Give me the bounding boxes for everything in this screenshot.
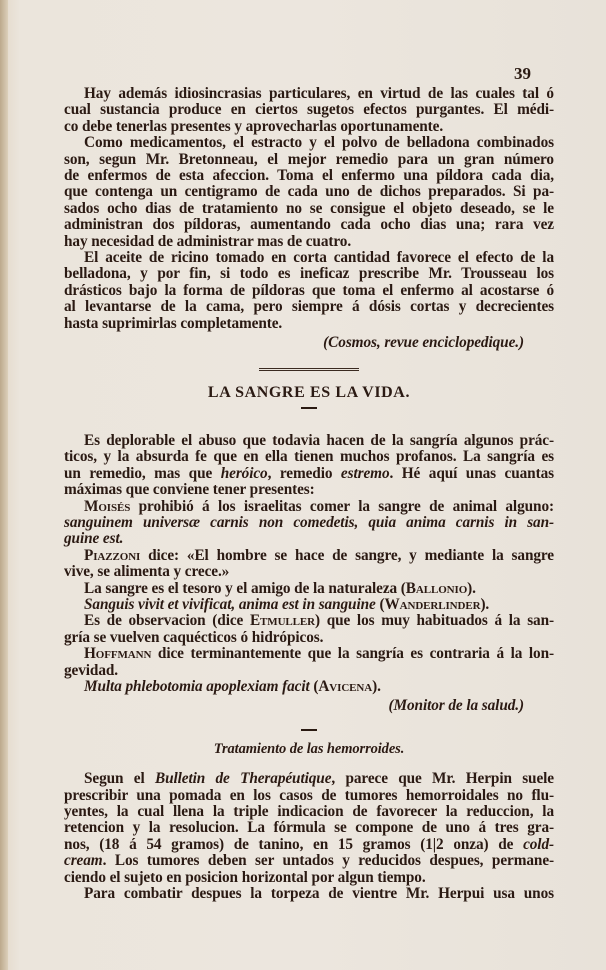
- text-run: ).: [480, 595, 490, 613]
- maxim-ballonio: [64, 581, 554, 597]
- text-line: Hay además idiosincrasias particulares, en virtud de las cuales tal ó: [84, 85, 554, 102]
- text-run: prohibió á los israelitas comer la sangre de animal alguno:: [130, 497, 554, 515]
- text-line: [64, 853, 554, 869]
- section-title-hemorroides: Tratamiento de las hemorroides.: [213, 740, 405, 757]
- text-line: hasta suprimirlas completamente.: [64, 314, 283, 332]
- author-name: Piazzoni: [84, 546, 141, 564]
- text-line: al levantarse de la cama, pero siempre á dósis cortas y decrecientes: [64, 298, 554, 316]
- paragraph-idiosincrasias: [64, 86, 554, 135]
- maxim-etmuller: [64, 613, 554, 646]
- text-line: que contenga un centigramo de cada uno de dichos preparados. Si pa-: [64, 183, 554, 201]
- text-line: [64, 679, 554, 695]
- text-line: gría se vuelven caquécticos ó hidrópicos.: [64, 628, 324, 646]
- author-name: Ballonio: [405, 579, 468, 597]
- page-number: 39: [514, 64, 531, 83]
- text-line: Es deplorable el abuso que todavia hacen de la sangría algunos prác-: [84, 431, 554, 449]
- text-run: Segun el: [84, 770, 155, 788]
- title-dash: [301, 407, 317, 409]
- text-run: . Los tumores deben ser untados y reducidos despues, permane-: [102, 852, 554, 870]
- text-line: drásticos bajo la forma de píldoras que toma el enfermo al acostarse ó: [64, 281, 554, 299]
- text-line: prescribir una pomada en los casos de tumores hemorroidales no flu-: [64, 786, 554, 804]
- text-run: un remedio, mas que: [64, 464, 221, 482]
- italic-term: estremo: [340, 464, 390, 482]
- text-line: [64, 597, 554, 613]
- text-line: belladona, y por fin, si todo es ineficaz prescribe Mr. Trousseau los: [64, 265, 554, 283]
- source-citation-cosmos: (Cosmos, revue enciclopedique.): [323, 334, 524, 352]
- author-name: Moisés: [84, 497, 131, 515]
- text-run: , remedio: [267, 464, 341, 482]
- text-line: [64, 466, 554, 482]
- text-run: La sangre es el tesoro y el amigo de la naturaleza (: [84, 579, 406, 597]
- text-run: (: [375, 595, 385, 613]
- page-body: [64, 86, 554, 902]
- text-line: retencion y la resolucion. La fórmula se compone de uno á tres gra-: [64, 819, 554, 837]
- text-line: [64, 771, 554, 787]
- maxim-piazzoni: [64, 548, 554, 581]
- text-line: hay necesidad de administrar mas de cuatro.: [64, 232, 352, 250]
- latin-quote: guine est.: [64, 530, 124, 548]
- section-dash: [301, 729, 317, 731]
- text-line: sados ocho dias de tratamiento no se consigue el objeto deseado, se le: [64, 199, 554, 217]
- text-line: [64, 581, 554, 597]
- text-line: [64, 613, 554, 629]
- text-run: ) que los muy habituados á la san-: [314, 612, 554, 630]
- author-name: Etmuller: [249, 612, 315, 630]
- journal-title: Bulletin de Therapéutique: [154, 770, 332, 788]
- text-line: yentes, la cual llena la triple indicacion de favorecer la reduccion, la: [64, 803, 554, 821]
- text-line: ciendo el sujeto en posicion horizontal por algun tiempo.: [64, 868, 426, 886]
- paragraph-herpin: [64, 771, 554, 886]
- maxim-hoffmann: [64, 646, 554, 679]
- text-line: máximas que conviene tener presentes:: [64, 481, 315, 499]
- text-line: [64, 548, 554, 564]
- paragraph-ricino: [64, 250, 554, 332]
- text-run: nos, (18 á 54 gramos) de tanino, en 15 gramos (1|2 onza) de: [64, 835, 524, 853]
- latin-quote: sanguinem universæ carnis non comedetis, quia anima carnis in san-: [64, 513, 554, 531]
- text-line: Como medicamentos, el estracto y el polvo de belladona combinados: [84, 134, 554, 152]
- text-run: Es de observacion (dice: [84, 612, 250, 630]
- author-name: Avicena: [318, 678, 373, 695]
- text-line: cual sustancia produce en ciertos sugetos efectos purgantes. El médi-: [64, 101, 554, 119]
- text-run: ).: [372, 678, 381, 695]
- paragraph-belladona: [64, 135, 554, 250]
- maxim-wanderlinder: [64, 597, 554, 613]
- text-line: ticos, y la absurda fe que en ella tienen muchos profanos. La sangría es: [64, 448, 554, 466]
- text-line: [64, 499, 554, 515]
- maxim-avicena: [64, 679, 554, 695]
- italic-term: heróico: [220, 464, 268, 482]
- italic-term: cold-: [523, 835, 554, 853]
- text-run: (: [309, 678, 319, 695]
- text-line: vive, se alimenta y crece.»: [64, 563, 230, 581]
- author-name: Hoffmann: [84, 645, 152, 663]
- text-line: co debe tenerlas presentes y aprovecharlas oportunamente.: [64, 117, 444, 135]
- paragraph-intro-sangria: [64, 433, 554, 499]
- text-run: dice terminantemente que la sangría es contraria á la lon-: [151, 645, 554, 663]
- text-line: gevidad.: [64, 661, 119, 679]
- text-line: administran dos píldoras, aumentando cada ocho dias una; rara vez: [64, 216, 554, 234]
- text-line: El aceite de ricino tomado en corta cantidad favorece el efecto de la: [84, 249, 554, 267]
- text-line: son, segun Mr. Bretonneau, el mejor remedio para un gran número: [64, 150, 554, 168]
- source-citation-monitor: (Monitor de la salud.): [388, 697, 524, 715]
- section-divider-rule: [259, 368, 359, 371]
- latin-quote: Multa phlebotomia apoplexiam facit: [84, 678, 310, 695]
- text-line: [64, 837, 554, 853]
- text-line: [64, 646, 554, 662]
- text-run: . Hé aquí unas cuantas: [389, 464, 554, 482]
- section-title-sangre: LA SANGRE ES LA VIDA.: [207, 383, 411, 401]
- latin-quote: Sanguis vivit et vivificat, anima est in sanguine: [84, 595, 376, 613]
- text-line: Para combatir despues la torpeza de vientre Mr. Herpui usa unos: [84, 885, 554, 903]
- paragraph-torpeza: [64, 886, 554, 902]
- text-run: dice: «El hombre se hace de sangre, y mediante la sangre: [140, 546, 554, 564]
- text-line: de enfermos de esta afeccion. Toma el enfermo una píldora cada dia,: [64, 167, 554, 185]
- maxim-moises: [64, 499, 554, 548]
- text-run: , parece que Mr. Herpin suele: [331, 770, 554, 788]
- italic-term: cream: [64, 852, 103, 870]
- page-binding-edge: [0, 0, 8, 970]
- text-run: ).: [467, 579, 476, 597]
- author-name: Wanderlinder: [384, 595, 481, 613]
